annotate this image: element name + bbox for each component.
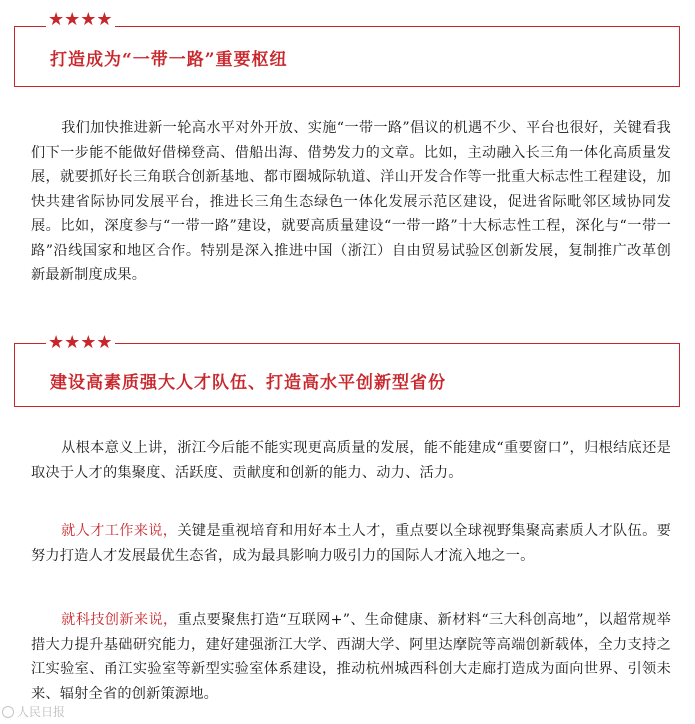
section-title-2: 建设高素质强大人才队伍、打造高水平创新型省份 [50,373,446,393]
paragraph-4-text: 重点要聚焦打造“互联网+”、生命健康、新材料“三大科创高地”，以超常规举措大力提升基础研究能力，建好建强浙江大学、西湖大学、阿里达摩院等高端创新载体，全力支持之江实验室、甬江实验室等新型实验室体系建设，推动杭州城西科创大走廊打造成为面向世界、引领未来、辐射全省的创新策源地。 [31,612,671,702]
paragraph-1 [31,116,671,288]
section-title-1: 打造成为“一带一路”重要枢纽 [50,50,288,70]
watermark-text: 人民日报 [17,705,66,719]
paragraph-2 [31,436,671,485]
paragraph-3-text: 关键是重视培育和用好本土人才，重点要以全球视野集聚高素质人才队伍。要努力打造人才发展最优生态省，成为最具影响力吸引力的国际人才流入地之一。 [31,523,671,564]
star-icons-1: ★★★★ [48,9,113,30]
paragraph-3-lead: 就人才工作来说， [61,523,178,539]
paragraph-3 [31,519,671,568]
paragraph-1-text: 我们加快推进新一轮高水平对外开放、实施“一带一路”倡议的机遇不少、平台也很好，关键看我们下一步能不能做好借梯登高、借船出海、借势发力的文章。比如，主动融入长三角一体化高质量发展，就要抓好长三角联合创新基地、都市圈城际轨道、洋山开发合作等一批重大标志性工程建设，加快共建省际协同发展平台，推进长三角生态绿色一体化发展示范区建设，促进省际毗邻区域协同发展。比如，深度参与“一带一路”建设，就要高质量建设“一带一路”十大标志性工程，深化与“一带一路”沿线国家和地区合作。特别是深入推进中国（浙江）自由贸易试验区创新发展，复制推广改革创新最新制度成果。 [31,120,671,283]
watermark [2,703,65,720]
star-icons-2: ★★★★ [48,332,113,353]
paragraph-4 [31,608,671,706]
circle-logo-icon [2,706,14,718]
paragraph-2-text: 从根本意义上讲，浙江今后能不能实现更高质量的发展，能不能建成“重要窗口”，归根结底还是取决于人才的集聚度、活跃度、贡献度和创新的能力、动力、活力。 [31,440,671,481]
paragraph-4-lead: 就科技创新来说， [61,612,178,628]
